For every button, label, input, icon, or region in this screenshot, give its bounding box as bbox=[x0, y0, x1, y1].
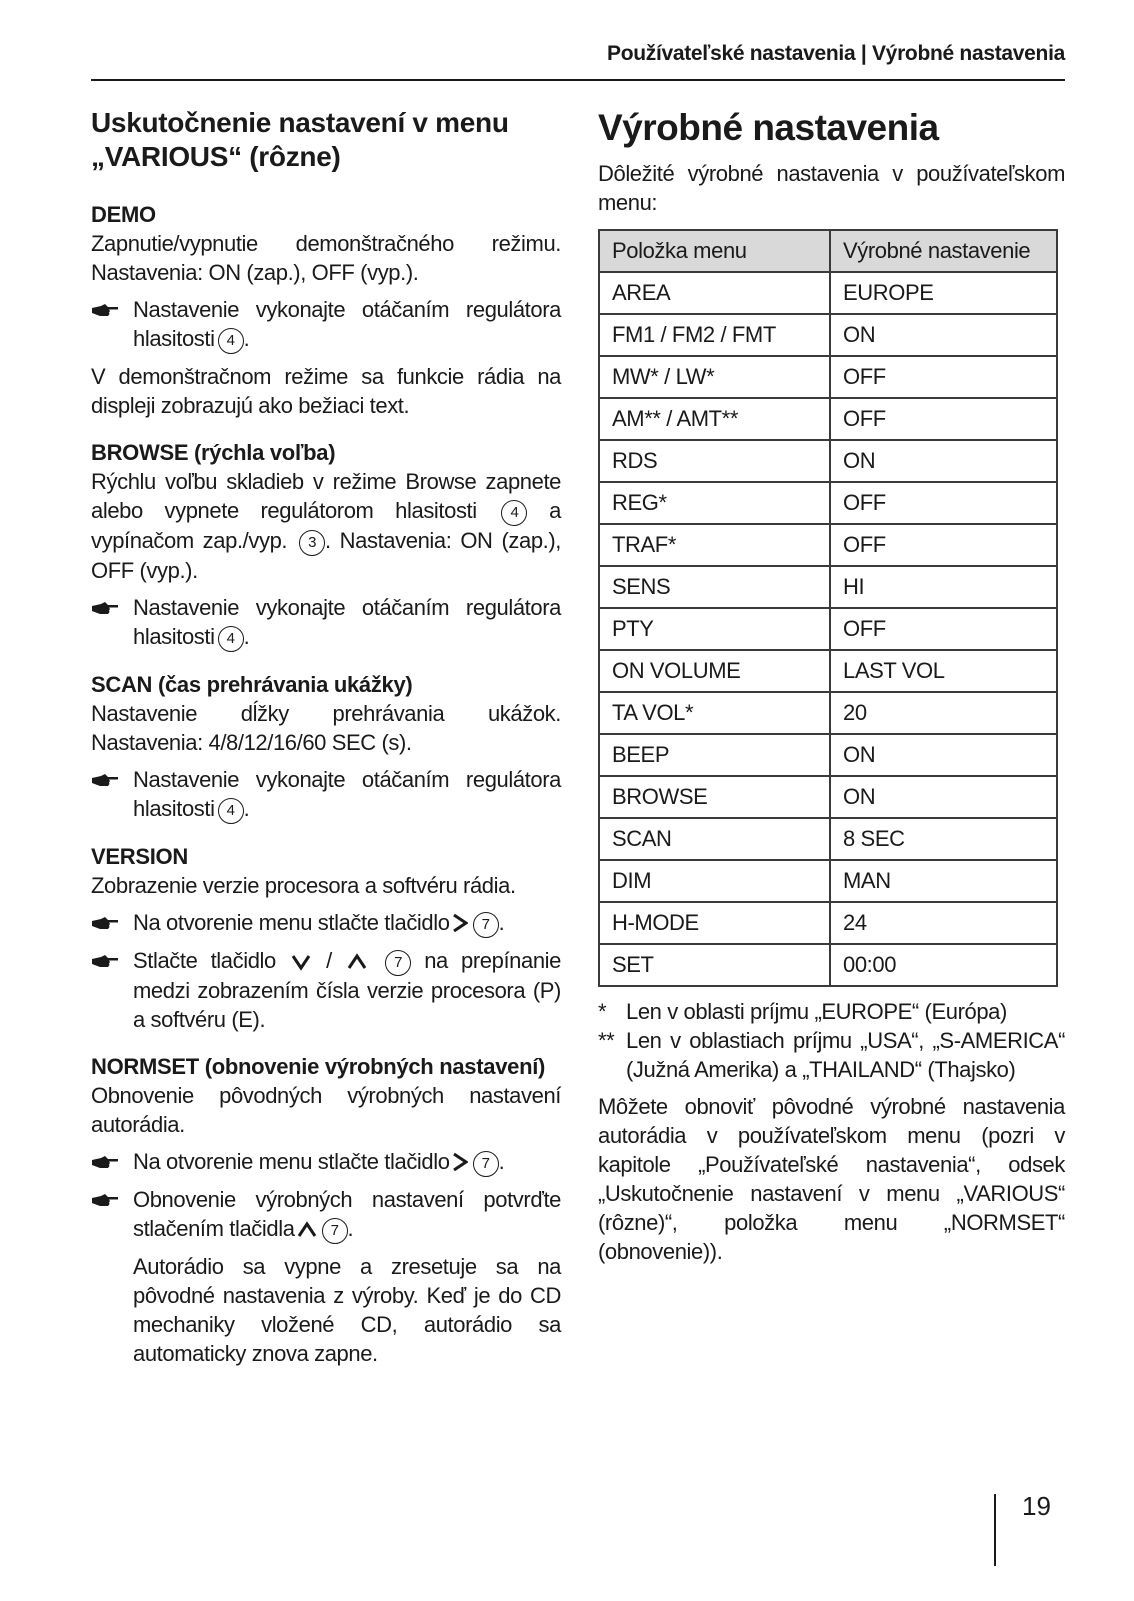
pointing-hand-icon bbox=[91, 916, 119, 930]
scan-text: Nastavenie dĺžky prehrávania ukážok. Nastavenia: 4/8/12/16/60 SEC (s). bbox=[91, 701, 561, 755]
normset-bullet-2-end: . bbox=[347, 1216, 354, 1241]
browse-bullet-end: . bbox=[243, 624, 250, 649]
menu-item-cell: REG* bbox=[599, 482, 830, 524]
demo-bullet-end: . bbox=[243, 326, 250, 351]
factory-value-cell: ON bbox=[830, 314, 1057, 356]
table-row bbox=[599, 902, 1057, 944]
header-rule bbox=[91, 79, 1065, 81]
section-title bbox=[91, 106, 561, 174]
menu-item-cell: DIM bbox=[599, 860, 830, 902]
normset-heading: NORMSET (obnovenie výrobných nastavení) bbox=[91, 1054, 546, 1079]
volume-knob-ref: 4 bbox=[218, 626, 244, 652]
browse-bullet-text: Nastavenie vykonajte otáčaním regulátora hlasitosti bbox=[133, 595, 561, 649]
scan-bullet-end: . bbox=[243, 796, 250, 821]
factory-value-cell: ON bbox=[830, 440, 1057, 482]
factory-value-cell: 24 bbox=[830, 902, 1057, 944]
footnote-2-text: Len v oblastiach príjmu „USA“, „S-AMERICA“ (Južná Amerika) a „THAILAND“ (Thajsko) bbox=[626, 1028, 1065, 1082]
menu-item-cell: MW* / LW* bbox=[599, 356, 830, 398]
version-bullet-1 bbox=[91, 908, 561, 938]
factory-value-cell: ON bbox=[830, 776, 1057, 818]
footnote-1 bbox=[598, 997, 1065, 1026]
section-title-line2: „VARIOUS“ (rôzne) bbox=[91, 141, 341, 172]
scan-bullet bbox=[91, 765, 561, 824]
page-number: 19 bbox=[1022, 1491, 1051, 1521]
factory-value-cell: EUROPE bbox=[830, 272, 1057, 314]
normset-text: Obnovenie pôvodných výrobných nastavení autorádia. bbox=[91, 1083, 561, 1137]
demo-note: V demonštračnom režime sa funkcie rádia na displeji zobrazujú ako bežiaci text. bbox=[91, 364, 561, 418]
table-row bbox=[599, 818, 1057, 860]
demo-text: Zapnutie/vypnutie demonštračného režimu. Nastavenia: ON (zap.), OFF (vyp.). bbox=[91, 231, 561, 285]
column-header-factory-value: Výrobné nastavenie bbox=[830, 230, 1057, 272]
pointing-hand-icon bbox=[91, 601, 119, 615]
version-bullet-2-text-b: na prepínanie medzi zobrazením čísla verzie procesora (P) a softvéru (E). bbox=[133, 948, 561, 1032]
pointing-hand-icon bbox=[91, 773, 119, 787]
browse-bullet bbox=[91, 593, 561, 652]
table-row bbox=[599, 650, 1057, 692]
factory-value-cell: OFF bbox=[830, 608, 1057, 650]
section-title-line1: Uskutočnenie nastavení v menu bbox=[91, 107, 509, 138]
scan-heading: SCAN (čas prehrávania ukážky) bbox=[91, 672, 413, 697]
normset-bullet-2 bbox=[91, 1185, 561, 1244]
pointing-hand-icon bbox=[91, 1155, 119, 1169]
menu-item-cell: BEEP bbox=[599, 734, 830, 776]
table-row bbox=[599, 692, 1057, 734]
menu-button-ref: 7 bbox=[322, 1218, 348, 1244]
pointing-hand-icon bbox=[91, 1193, 119, 1207]
factory-settings-table bbox=[598, 229, 1058, 987]
version-bullet-1-end: . bbox=[498, 910, 505, 935]
version-text: Zobrazenie verzie procesora a softvéru rádia. bbox=[91, 873, 516, 898]
menu-item-cell: SENS bbox=[599, 566, 830, 608]
table-row bbox=[599, 524, 1057, 566]
menu-item-cell: FM1 / FM2 / FMT bbox=[599, 314, 830, 356]
factory-value-cell: ON bbox=[830, 734, 1057, 776]
browse-text bbox=[91, 467, 561, 585]
volume-knob-ref: 4 bbox=[218, 798, 244, 824]
normset-bullet-1 bbox=[91, 1147, 561, 1177]
version-bullet-2-sep: / bbox=[326, 948, 332, 973]
menu-item-cell: TA VOL* bbox=[599, 692, 830, 734]
factory-value-cell: OFF bbox=[830, 398, 1057, 440]
table-row bbox=[599, 314, 1057, 356]
factory-value-cell: 8 SEC bbox=[830, 818, 1057, 860]
menu-item-cell: ON VOLUME bbox=[599, 650, 830, 692]
scan-bullet-text: Nastavenie vykonajte otáčaním regulátora hlasitosti bbox=[133, 767, 561, 821]
chevron-right-icon bbox=[452, 913, 468, 933]
version-heading: VERSION bbox=[91, 844, 188, 869]
factory-value-cell: LAST VOL bbox=[830, 650, 1057, 692]
running-header: Používateľské nastavenia | Výrobné nastavenia bbox=[606, 42, 1065, 65]
chevron-right-icon bbox=[452, 1152, 468, 1172]
version-bullet-2 bbox=[91, 946, 561, 1034]
chevron-down-icon bbox=[291, 953, 311, 971]
table-row bbox=[599, 272, 1057, 314]
page-number-rule bbox=[994, 1494, 996, 1566]
menu-button-ref: 7 bbox=[473, 912, 499, 938]
table-row bbox=[599, 860, 1057, 902]
chevron-up-icon bbox=[297, 1221, 317, 1239]
power-button-ref: 3 bbox=[299, 530, 325, 556]
browse-heading: BROWSE (rýchla voľba) bbox=[91, 440, 336, 465]
intro-text: Dôležité výrobné nastavenia v používateľskom menu: bbox=[598, 161, 1065, 215]
table-body bbox=[599, 272, 1057, 986]
normset-bullet-1-end: . bbox=[498, 1149, 505, 1174]
pointing-hand-icon bbox=[91, 954, 119, 968]
normset-note: Autorádio sa vypne a zresetuje sa na pôvodné nastavenia z výroby. Keď je do CD mechaniky vložené CD, autorádio sa automaticky znova zapne. bbox=[133, 1254, 561, 1366]
table-row bbox=[599, 440, 1057, 482]
version-bullet-1-text: Na otvorenie menu stlačte tlačidlo bbox=[133, 910, 450, 935]
table-row bbox=[599, 356, 1057, 398]
factory-value-cell: MAN bbox=[830, 860, 1057, 902]
factory-value-cell: OFF bbox=[830, 482, 1057, 524]
footnote-2-mark: ** bbox=[598, 1028, 615, 1053]
menu-item-cell: SCAN bbox=[599, 818, 830, 860]
version-bullet-2-text-a: Stlačte tlačidlo bbox=[133, 948, 276, 973]
menu-item-cell: SET bbox=[599, 944, 830, 986]
left-column bbox=[91, 106, 561, 1368]
demo-bullet-text: Nastavenie vykonajte otáčaním regulátora hlasitosti bbox=[133, 297, 561, 351]
right-column bbox=[598, 105, 1065, 1266]
factory-value-cell: 20 bbox=[830, 692, 1057, 734]
footnote-2 bbox=[598, 1026, 1065, 1084]
browse-text-a: Rýchlu voľbu skladieb v režime Browse zapnete alebo vypnete regulátorom hlasitosti bbox=[91, 469, 561, 523]
factory-value-cell: OFF bbox=[830, 524, 1057, 566]
table-row bbox=[599, 566, 1057, 608]
volume-knob-ref: 4 bbox=[501, 500, 527, 526]
factory-value-cell: 00:00 bbox=[830, 944, 1057, 986]
closing-text: Môžete obnoviť pôvodné výrobné nastavenia autorádia v používateľskom menu (pozri v kapitole „Používateľské nastavenia“, odsek „Uskutočnenie nastavení v menu „VARIOUS“ (rôzne)“, položka menu „NORMSET“ (obnovenie)). bbox=[598, 1094, 1065, 1264]
menu-item-cell: H-MODE bbox=[599, 902, 830, 944]
menu-item-cell: AREA bbox=[599, 272, 830, 314]
menu-item-cell: PTY bbox=[599, 608, 830, 650]
menu-item-cell: BROWSE bbox=[599, 776, 830, 818]
table-row bbox=[599, 608, 1057, 650]
page-title: Výrobné nastavenia bbox=[598, 107, 939, 148]
browse-text-c: . Nastavenia: ON (zap.), OFF (vyp.). bbox=[91, 528, 562, 583]
demo-bullet bbox=[91, 295, 561, 354]
menu-item-cell: AM** / AMT** bbox=[599, 398, 830, 440]
table-row bbox=[599, 482, 1057, 524]
menu-button-ref: 7 bbox=[473, 1151, 499, 1177]
menu-item-cell: RDS bbox=[599, 440, 830, 482]
menu-button-ref: 7 bbox=[385, 950, 411, 976]
footnote-1-text: Len v oblasti príjmu „EUROPE“ (Európa) bbox=[626, 999, 1007, 1024]
normset-bullet-2-text: Obnovenie výrobných nastavení potvrďte stlačením tlačidla bbox=[133, 1187, 561, 1241]
column-header-menu-item: Položka menu bbox=[599, 230, 830, 272]
demo-heading: DEMO bbox=[91, 202, 156, 227]
volume-knob-ref: 4 bbox=[218, 328, 244, 354]
table-row bbox=[599, 776, 1057, 818]
footnote-1-mark: * bbox=[598, 999, 607, 1024]
menu-item-cell: TRAF* bbox=[599, 524, 830, 566]
pointing-hand-icon bbox=[91, 303, 119, 317]
table-row bbox=[599, 734, 1057, 776]
chevron-up-icon bbox=[347, 953, 367, 971]
factory-value-cell: OFF bbox=[830, 356, 1057, 398]
table-header-row bbox=[599, 230, 1057, 272]
factory-value-cell: HI bbox=[830, 566, 1057, 608]
browse-text-b: a vypínačom zap./vyp. bbox=[91, 498, 561, 553]
table-row bbox=[599, 398, 1057, 440]
normset-bullet-1-text: Na otvorenie menu stlačte tlačidlo bbox=[133, 1149, 450, 1174]
table-row bbox=[599, 944, 1057, 986]
